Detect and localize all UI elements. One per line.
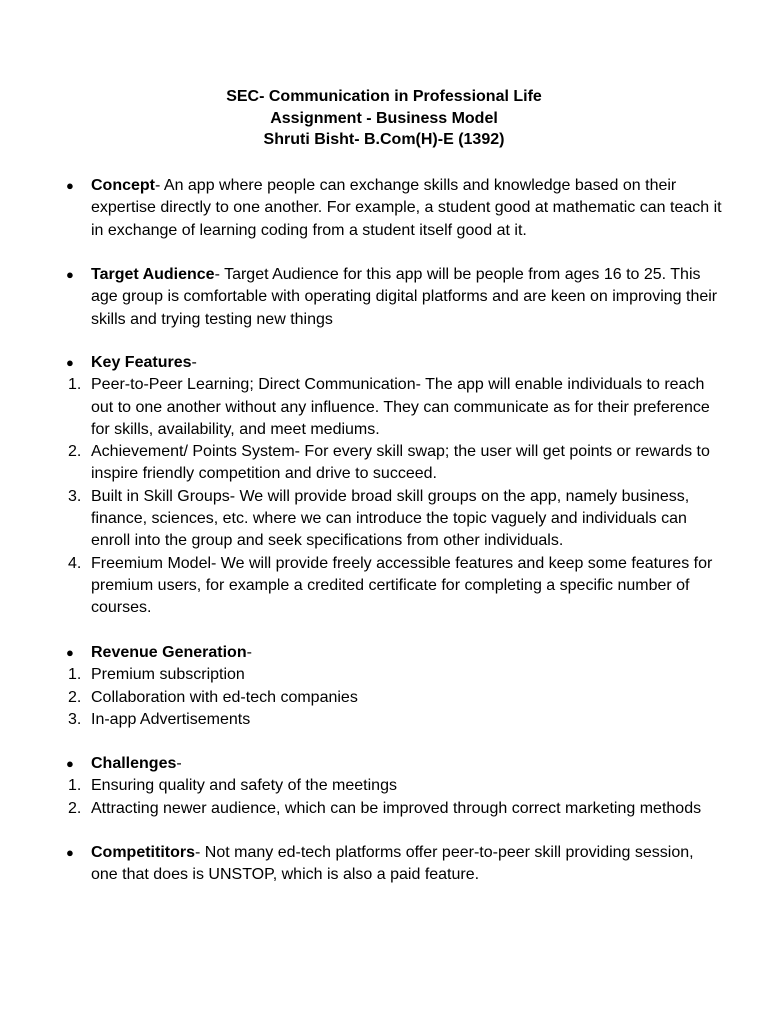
bullet-icon: ● [66, 756, 74, 771]
list-text: Ensuring quality and safety of the meetings [91, 777, 397, 795]
list-number: 2. [68, 799, 82, 817]
list-item [0, 664, 723, 686]
list-item [0, 374, 723, 441]
target-audience-text: - Target Audience for this app will be people from ages 16 to 25. This age group is comfortable with operating digital platforms and are keen on improving their skills and trying testing new things [91, 266, 718, 328]
bullet-icon: ● [66, 267, 74, 282]
key-features-suffix: - [191, 354, 197, 371]
list-item [0, 486, 723, 553]
list-number: 2. [68, 688, 82, 706]
bullet-icon: ● [66, 645, 74, 660]
list-number: 4. [68, 554, 82, 572]
key-features-bullet [0, 352, 723, 374]
revenue-suffix: - [246, 644, 252, 661]
revenue-bullet [0, 642, 723, 664]
list-number: 3. [68, 487, 82, 505]
course-title: SEC- Communication in Professional Life [226, 88, 542, 105]
author-line: Shruti Bisht- B.Com(H)-E (1392) [263, 131, 505, 148]
concept-section [0, 175, 768, 242]
competitors-section [0, 842, 768, 887]
list-number: 1. [68, 376, 82, 394]
list-item [0, 687, 723, 709]
key-features-section [0, 352, 768, 620]
competitors-bullet [0, 842, 723, 887]
challenges-term: Challenges [91, 755, 177, 772]
list-item [0, 709, 723, 731]
key-features-term: Key Features [91, 354, 192, 371]
list-text: Premium subscription [91, 666, 245, 684]
document-header [0, 86, 768, 151]
list-item [0, 441, 723, 486]
list-number: 3. [68, 710, 82, 728]
list-text: In-app Advertisements [91, 710, 251, 728]
list-text: Peer-to-Peer Learning; Direct Communication- The app will enable individuals to reach out to one another without any influence. They can communicate as for their preference for skills, availability, and meet mediums. [91, 376, 710, 438]
concept-term: Concept [91, 177, 155, 194]
concept-bullet [0, 175, 723, 242]
list-text: Freemium Model- We will provide freely accessible features and keep some features for premium users, for example a credited certificate for completing a specific number of courses. [91, 554, 713, 617]
competitors-term: Competititors [91, 844, 195, 861]
list-text: Attracting newer audience, which can be improved through correct marketing methods [91, 799, 702, 817]
list-text: Collaboration with ed-tech companies [91, 688, 358, 706]
target-audience-term: Target Audience [91, 266, 215, 283]
target-audience-bullet [0, 264, 723, 331]
challenges-section [0, 753, 768, 820]
challenges-bullet [0, 753, 723, 775]
list-number: 2. [68, 443, 82, 461]
challenges-suffix: - [176, 755, 182, 772]
bullet-icon: ● [66, 845, 74, 860]
list-number: 1. [68, 777, 82, 795]
list-text: Built in Skill Groups- We will provide broad skill groups on the app, namely business, finance, sciences, etc. where we can introduce the topic vaguely and individuals can enroll into the group and seek specifications from other individuals. [91, 487, 690, 550]
assignment-title: Assignment - Business Model [270, 109, 498, 127]
target-audience-section [0, 264, 768, 331]
bullet-icon: ● [66, 178, 74, 193]
list-item [0, 553, 723, 620]
competitors-text: - Not many ed-tech platforms offer peer-to-peer skill providing session, one that does is UNSTOP, which is also a paid feature. [91, 844, 694, 884]
bullet-icon: ● [66, 355, 74, 370]
list-text: Achievement/ Points System- For every skill swap; the user will get points or rewards to inspire friendly competition and drive to succeed. [91, 443, 710, 483]
concept-text: - An app where people can exchange skills and knowledge based on their expertise directly to one another. For example, a student good at mathematic can teach it in exchange of learning coding from a student itself good at it. [91, 177, 722, 239]
list-number: 1. [68, 666, 82, 684]
list-item [0, 798, 723, 820]
list-item [0, 775, 723, 797]
revenue-term: Revenue Generation [91, 644, 247, 661]
revenue-section [0, 642, 768, 731]
